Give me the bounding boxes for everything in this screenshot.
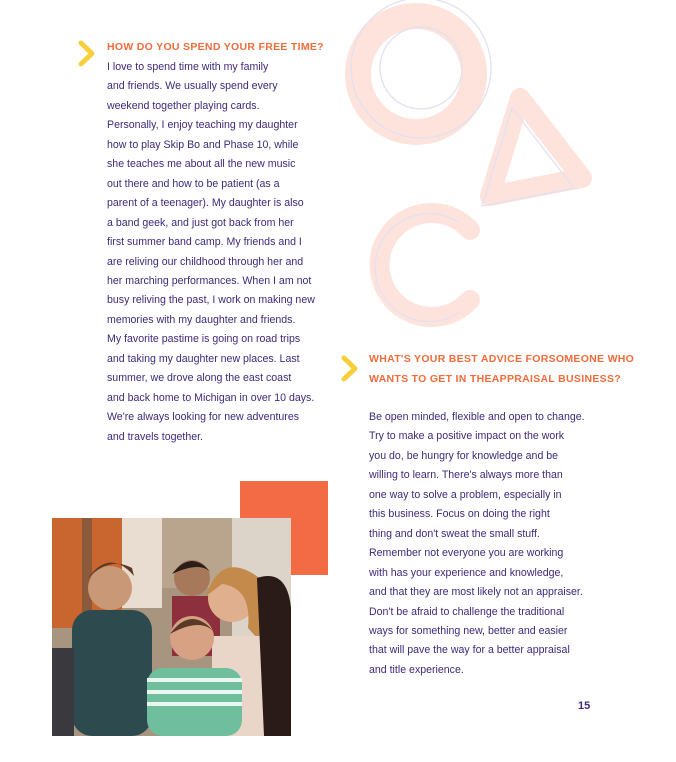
chevron-right-icon [78,40,96,67]
section2-body-line: one way to solve a problem, especially in [369,488,562,501]
section2-heading-line: APPRAISAL BUSINESS? [491,372,621,385]
section2-body-line: that will pave the way for a better appraisal [369,644,570,657]
section1-body-line: how to play Skip Bo and Phase 10, while [107,138,299,151]
section1-body-line: are reliving our childhood through her and [107,255,304,268]
section1-body-line: summer, we drove along the east coast [107,372,292,385]
section2-body-line: and title experience. [369,663,464,676]
section1-body-line: her marching performances. When I am not [107,274,312,287]
section1-body-line: she teaches me about all the new music [107,158,296,171]
section1-body-line: Personally, I enjoy teaching my daughter [107,119,298,132]
section1-body-line: memories with my daughter and friends. [107,313,296,326]
section2-heading-line: SOMEONE WHO WANTS TO GET IN THE [369,353,635,385]
deco-c [380,213,470,317]
section2-body-line: ways for something new, better and easier [369,624,568,637]
section1-body-line: and back home to Michigan in over 10 days. [107,391,315,404]
section1-body-line: parent of a teenager). My daughter is also [107,197,304,210]
section2-body-line: this business. Focus on doing the right [369,508,550,521]
page-number: 15 [578,700,591,712]
section2-body [369,408,585,680]
section1-body-line: and taking my daughter new places. Last [107,352,300,365]
section2-body-line: thing and don't sweat the small stuff. [369,527,540,540]
section2-body-line: Try to make a positive impact on the work [369,430,565,443]
deco-ring-outline-inner [380,27,462,109]
chevron-right-icon [341,355,359,382]
section1-body-line: I love to spend time with my family [107,61,269,73]
section1-body-line: My favorite pastime is going on road trips [107,333,301,346]
team-photo [52,518,291,736]
section1-body-line: a band geek, and just got back from her [107,216,294,229]
section2-body-line: willing to learn. There's always more than [369,469,563,482]
section1-body-line: busy reliving the past, I work on making new [107,294,315,307]
section1-heading: HOW DO YOU SPEND YOUR FREE TIME? [107,41,324,53]
section2-body-line: with has your experience and knowledge, [369,566,564,579]
section2-body-line: you do, be hungry for knowledge and be [369,449,559,462]
section2-heading [369,350,676,389]
section1-body-line: We're always looking for new adventures [107,411,300,424]
deco-ring [358,16,474,132]
section2-body-line: and that they are most likely not an appraiser. [369,586,583,599]
section2-body-line: Don't be afraid to challenge the traditional [369,605,565,618]
section1-body-line: and friends. We usually spend every [107,80,278,93]
section2-heading-line: WHAT'S YOUR BEST ADVICE FOR [369,353,549,365]
section1-body-line: out there and how to be patient (as a [107,177,280,190]
section1-body [107,58,315,447]
section1-body-line: first summer band camp. My friends and I [107,236,302,249]
section1-body-line: and travels together. [107,430,203,443]
section2-body-line: Be open minded, flexible and open to change. [369,411,585,423]
section1-body-line: weekend together playing cards. [107,99,260,112]
section2-body-line: Remember not everyone you are working [369,547,564,560]
